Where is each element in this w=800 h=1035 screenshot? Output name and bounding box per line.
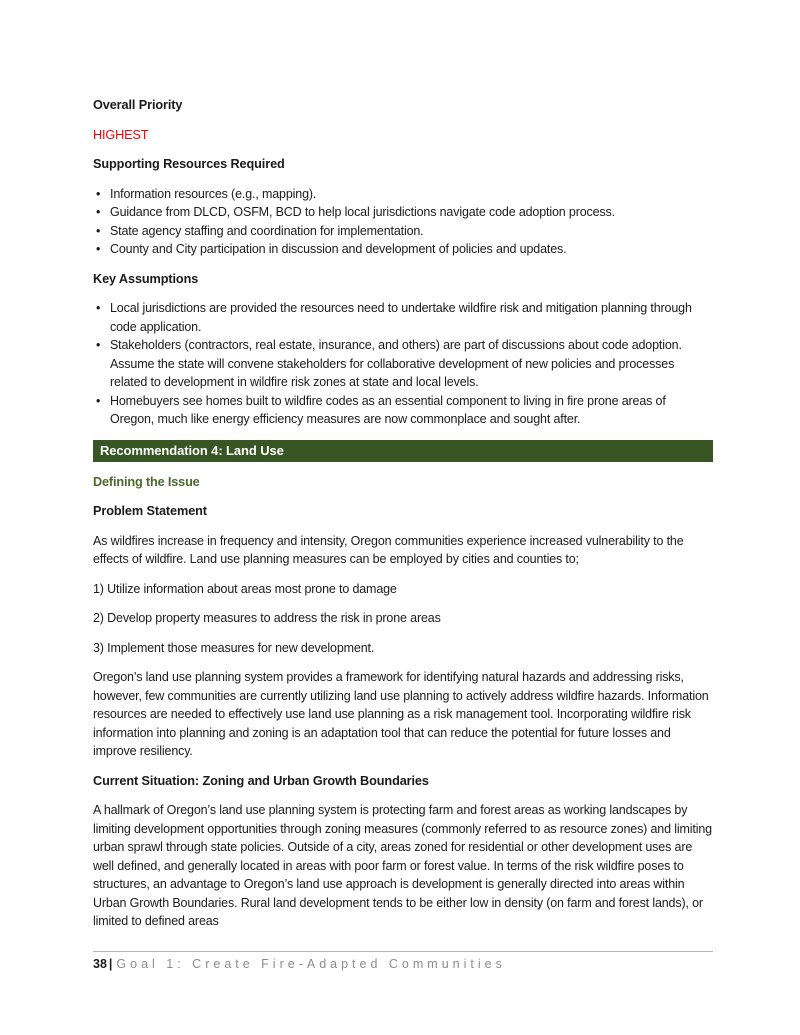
list-item: • Information resources (e.g., mapping).: [93, 185, 713, 204]
page-footer: [93, 951, 713, 971]
land-use-paragraph: Oregon’s land use planning system provides a framework for identifying natural hazards and addressing risks, however, few communities are currently utilizing land use planning to actively address wildfire hazards. Information resources are needed to effectively use land use planning as a risk management tool. Incorporating wildfire risk information into planning and zoning is an adaptation tool that can reduce the potential for future losses and improve resiliency.: [93, 670, 709, 758]
overall-priority-heading: Overall Priority: [93, 98, 183, 112]
footer-divider: [93, 951, 713, 952]
key-assumptions-heading: Key Assumptions: [93, 271, 199, 286]
problem-statement-paragraph: As wildfires increase in frequency and intensity, Oregon communities experience increased vulnerability to the effects of wildfire. Land use planning measures can be employed by cities and counties to;: [93, 533, 684, 566]
numbered-item-3: 3) Implement those measures for new development.: [93, 640, 375, 655]
list-item: • County and City participation in discussion and development of policies and updates.: [93, 240, 713, 259]
list-item: • Stakeholders (contractors, real estate, insurance, and others) are part of discussions about code adoption. Assume the state will convene stakeholders for collaborative development of new policies and processes related to development in wildfire risk zones at state and local levels.: [93, 336, 713, 392]
footer-text: [93, 957, 713, 971]
numbered-item-2: 2) Develop property measures to address the risk in prone areas: [93, 611, 441, 625]
footer-goal-label: Goal 1: Create Fire-Adapted Communities: [116, 957, 506, 971]
footer-separator: |: [108, 957, 113, 971]
document-page: [93, 96, 713, 942]
recommendation-section-banner: Recommendation 4: Land Use: [93, 440, 713, 462]
supporting-resources-list: [93, 185, 713, 259]
defining-issue-heading: Defining the Issue: [93, 474, 200, 489]
list-item: • State agency staffing and coordination for implementation.: [93, 222, 713, 241]
list-item: • Guidance from DLCD, OSFM, BCD to help local jurisdictions navigate code adoption process.: [93, 203, 713, 222]
list-item: • Local jurisdictions are provided the resources need to undertake wildfire risk and mitigation planning through code application.: [93, 299, 713, 336]
key-assumptions-list: [93, 299, 713, 429]
page-number: 38: [93, 957, 107, 971]
supporting-resources-heading: Supporting Resources Required: [93, 157, 285, 171]
numbered-item-1: 1) Utilize information about areas most prone to damage: [93, 581, 397, 596]
current-situation-heading: Current Situation: Zoning and Urban Growth Boundaries: [93, 773, 429, 788]
list-item: • Homebuyers see homes built to wildfire codes as an essential component to living in fire prone areas of Oregon, much like energy efficiency measures are now commonplace and sought after.: [93, 392, 713, 429]
current-situation-paragraph: A hallmark of Oregon’s land use planning system is protecting farm and forest areas as working landscapes by limiting development opportunities through zoning measures (commonly referred to as resource zones) and limiting urban sprawl through state policies. Outside of a city, areas zoned for residential or other development uses are well defined, and generally located in areas with poor farm or forest value. In terms of the risk wildfire poses to structures, an advantage to Oregon’s land use approach is development is generally directed into areas within Urban Growth Boundaries. Rural land development tends to be either low in density (on farm and forest lands), or limited to defined areas: [93, 803, 712, 928]
priority-value: HIGHEST: [93, 127, 149, 142]
problem-statement-heading: Problem Statement: [93, 504, 207, 518]
